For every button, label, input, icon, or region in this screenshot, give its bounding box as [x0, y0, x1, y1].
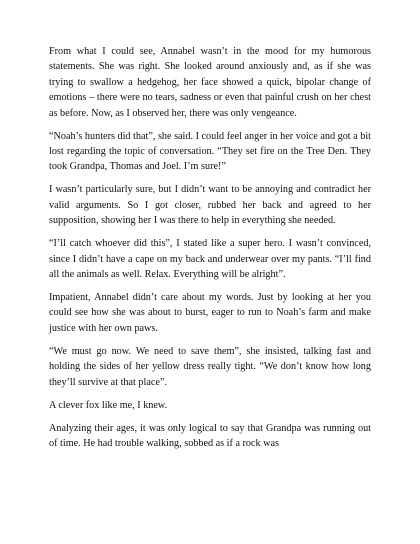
paragraph-3: I wasn’t particularly sure, but I didn’t want to be annoying and contradict her valid arguments. So I got closer, rubbed her back and agreed to her supposition, showing her I was there to help in everything she needed.	[49, 184, 371, 227]
paragraph-7: A clever fox like me, I knew.	[49, 399, 168, 411]
paragraph-5: Impatient, Annabel didn’t care about my words. Just by looking at her you could see how she was about to burst, eager to run to Noah’s farm and make justice with her own paws.	[49, 292, 371, 334]
paragraph-2: “Noah’s hunters did that”, she said. I could feel anger in her voice and got a bit lost regarding the topic of conversation. “They set fire on the Tree Den. They took Grandpa, Thomas and Joel. I’m sure!”	[49, 130, 371, 173]
paragraph-1: From what I could see, Annabel wasn’t in the mood for my humorous statements. She was right. She looked around anxiously and, as if she was trying to swallow a hedgehog, her face showed a quick, bipolar change of emotions – there were no tears, sadness or even that painful crush on her chest as before. Now, as I observed her, there was only vengeance.	[49, 46, 371, 119]
paragraph-8: Analyzing their ages, it was only logical to say that Grandpa was running out of time. He had trouble walking, sobbed as if a rock was	[49, 422, 371, 450]
paragraph-4: “I’ll catch whoever did this”, I stated like a super hero. I wasn’t convinced, since I didn’t have a cape on my back and underwear over my pants. “I’ll find all the animals as well. Relax. Everything will be alright”.	[49, 238, 371, 281]
paragraph-6: “We must go now. We need to save them”, she insisted, talking fast and holding the sides of her yellow dress really tight. “We don’t know how long they’ll survive at that place”.	[49, 345, 371, 388]
